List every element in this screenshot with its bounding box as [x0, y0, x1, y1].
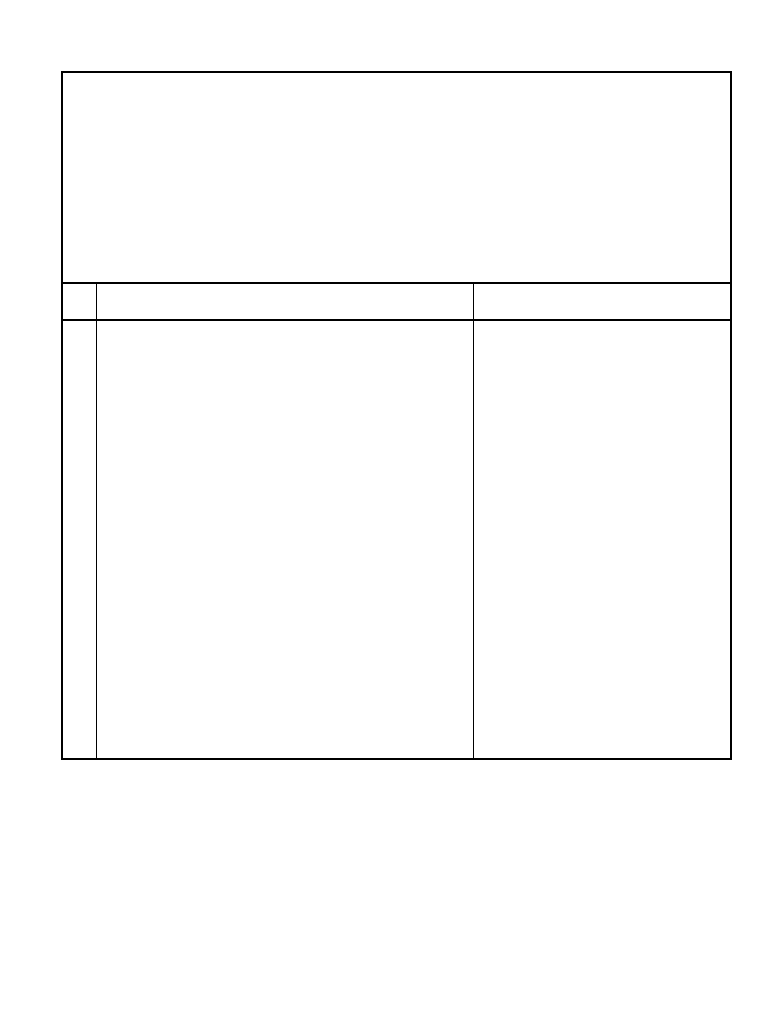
column-divider-name	[473, 283, 474, 758]
table-header	[63, 285, 730, 319]
column-divider-no	[96, 283, 97, 758]
table-header-divider	[63, 319, 730, 321]
header-divider	[63, 282, 730, 284]
rab-sheet	[61, 71, 732, 760]
